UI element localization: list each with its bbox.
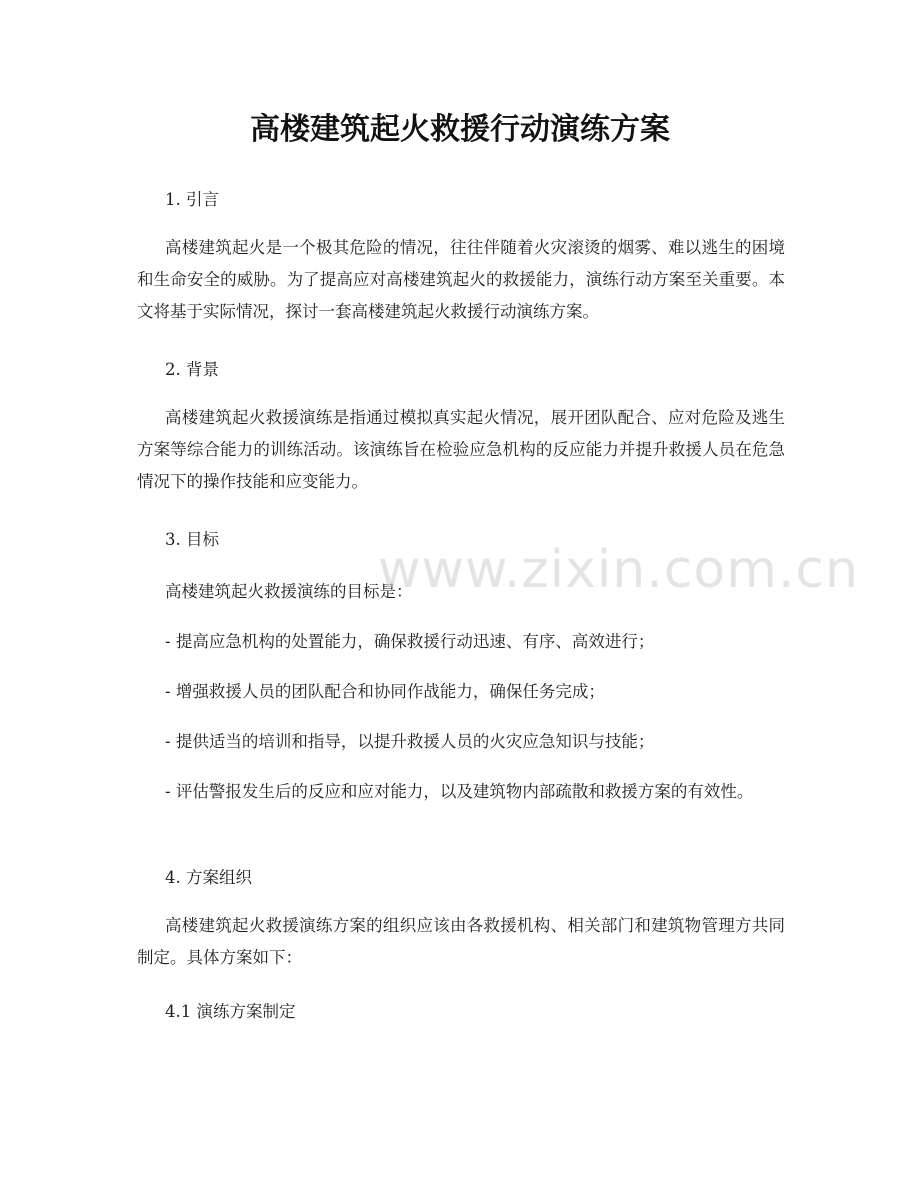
- section-heading-goals: 3. 目标: [165, 530, 219, 549]
- section-heading-introduction: 1. 引言: [165, 190, 219, 209]
- paragraph-organization: 高楼建筑起火救援演练方案的组织应该由各救援机构、相关部门和建筑物管理方共同制定。具体方案如下：: [137, 916, 785, 967]
- paragraph-introduction: 高楼建筑起火是一个极其危险的情况，往往伴随着火灾滚烫的烟雾、难以逃生的困境和生命安全的威胁。为了提高应对高楼建筑起火的救援能力，演练行动方案至关重要。本文将基于实际情况，探讨一套高楼建筑起火救援行动演练方案。: [137, 238, 785, 321]
- document-title: 高楼建筑起火救援行动演练方案: [250, 112, 670, 147]
- goal-list-item: - 增强救援人员的团队配合和协同作战能力，确保任务完成；: [165, 682, 605, 701]
- goal-list-item: - 提高应急机构的处置能力，确保救援行动迅速、有序、高效进行；: [165, 632, 655, 651]
- paragraph-background: 高楼建筑起火救援演练是指通过模拟真实起火情况，展开团队配合、应对危险及逃生方案等综合能力的训练活动。该演练旨在检验应急机构的反应能力并提升救援人员在危急情况下的操作技能和应变能力。: [137, 408, 785, 491]
- subsection-heading-plan-drafting: 4.1 演练方案制定: [165, 1002, 296, 1021]
- goal-list-item: - 提供适当的培训和指导，以提升救援人员的火灾应急知识与技能；: [165, 732, 655, 751]
- paragraph-goals-intro: 高楼建筑起火救援演练的目标是：: [165, 582, 413, 601]
- goal-list-item: - 评估警报发生后的反应和应对能力，以及建筑物内部疏散和救援方案的有效性。: [165, 782, 754, 801]
- watermark: www.zixin.com.cn: [378, 540, 859, 600]
- section-heading-background: 2. 背景: [165, 360, 219, 379]
- section-heading-organization: 4. 方案组织: [165, 868, 252, 887]
